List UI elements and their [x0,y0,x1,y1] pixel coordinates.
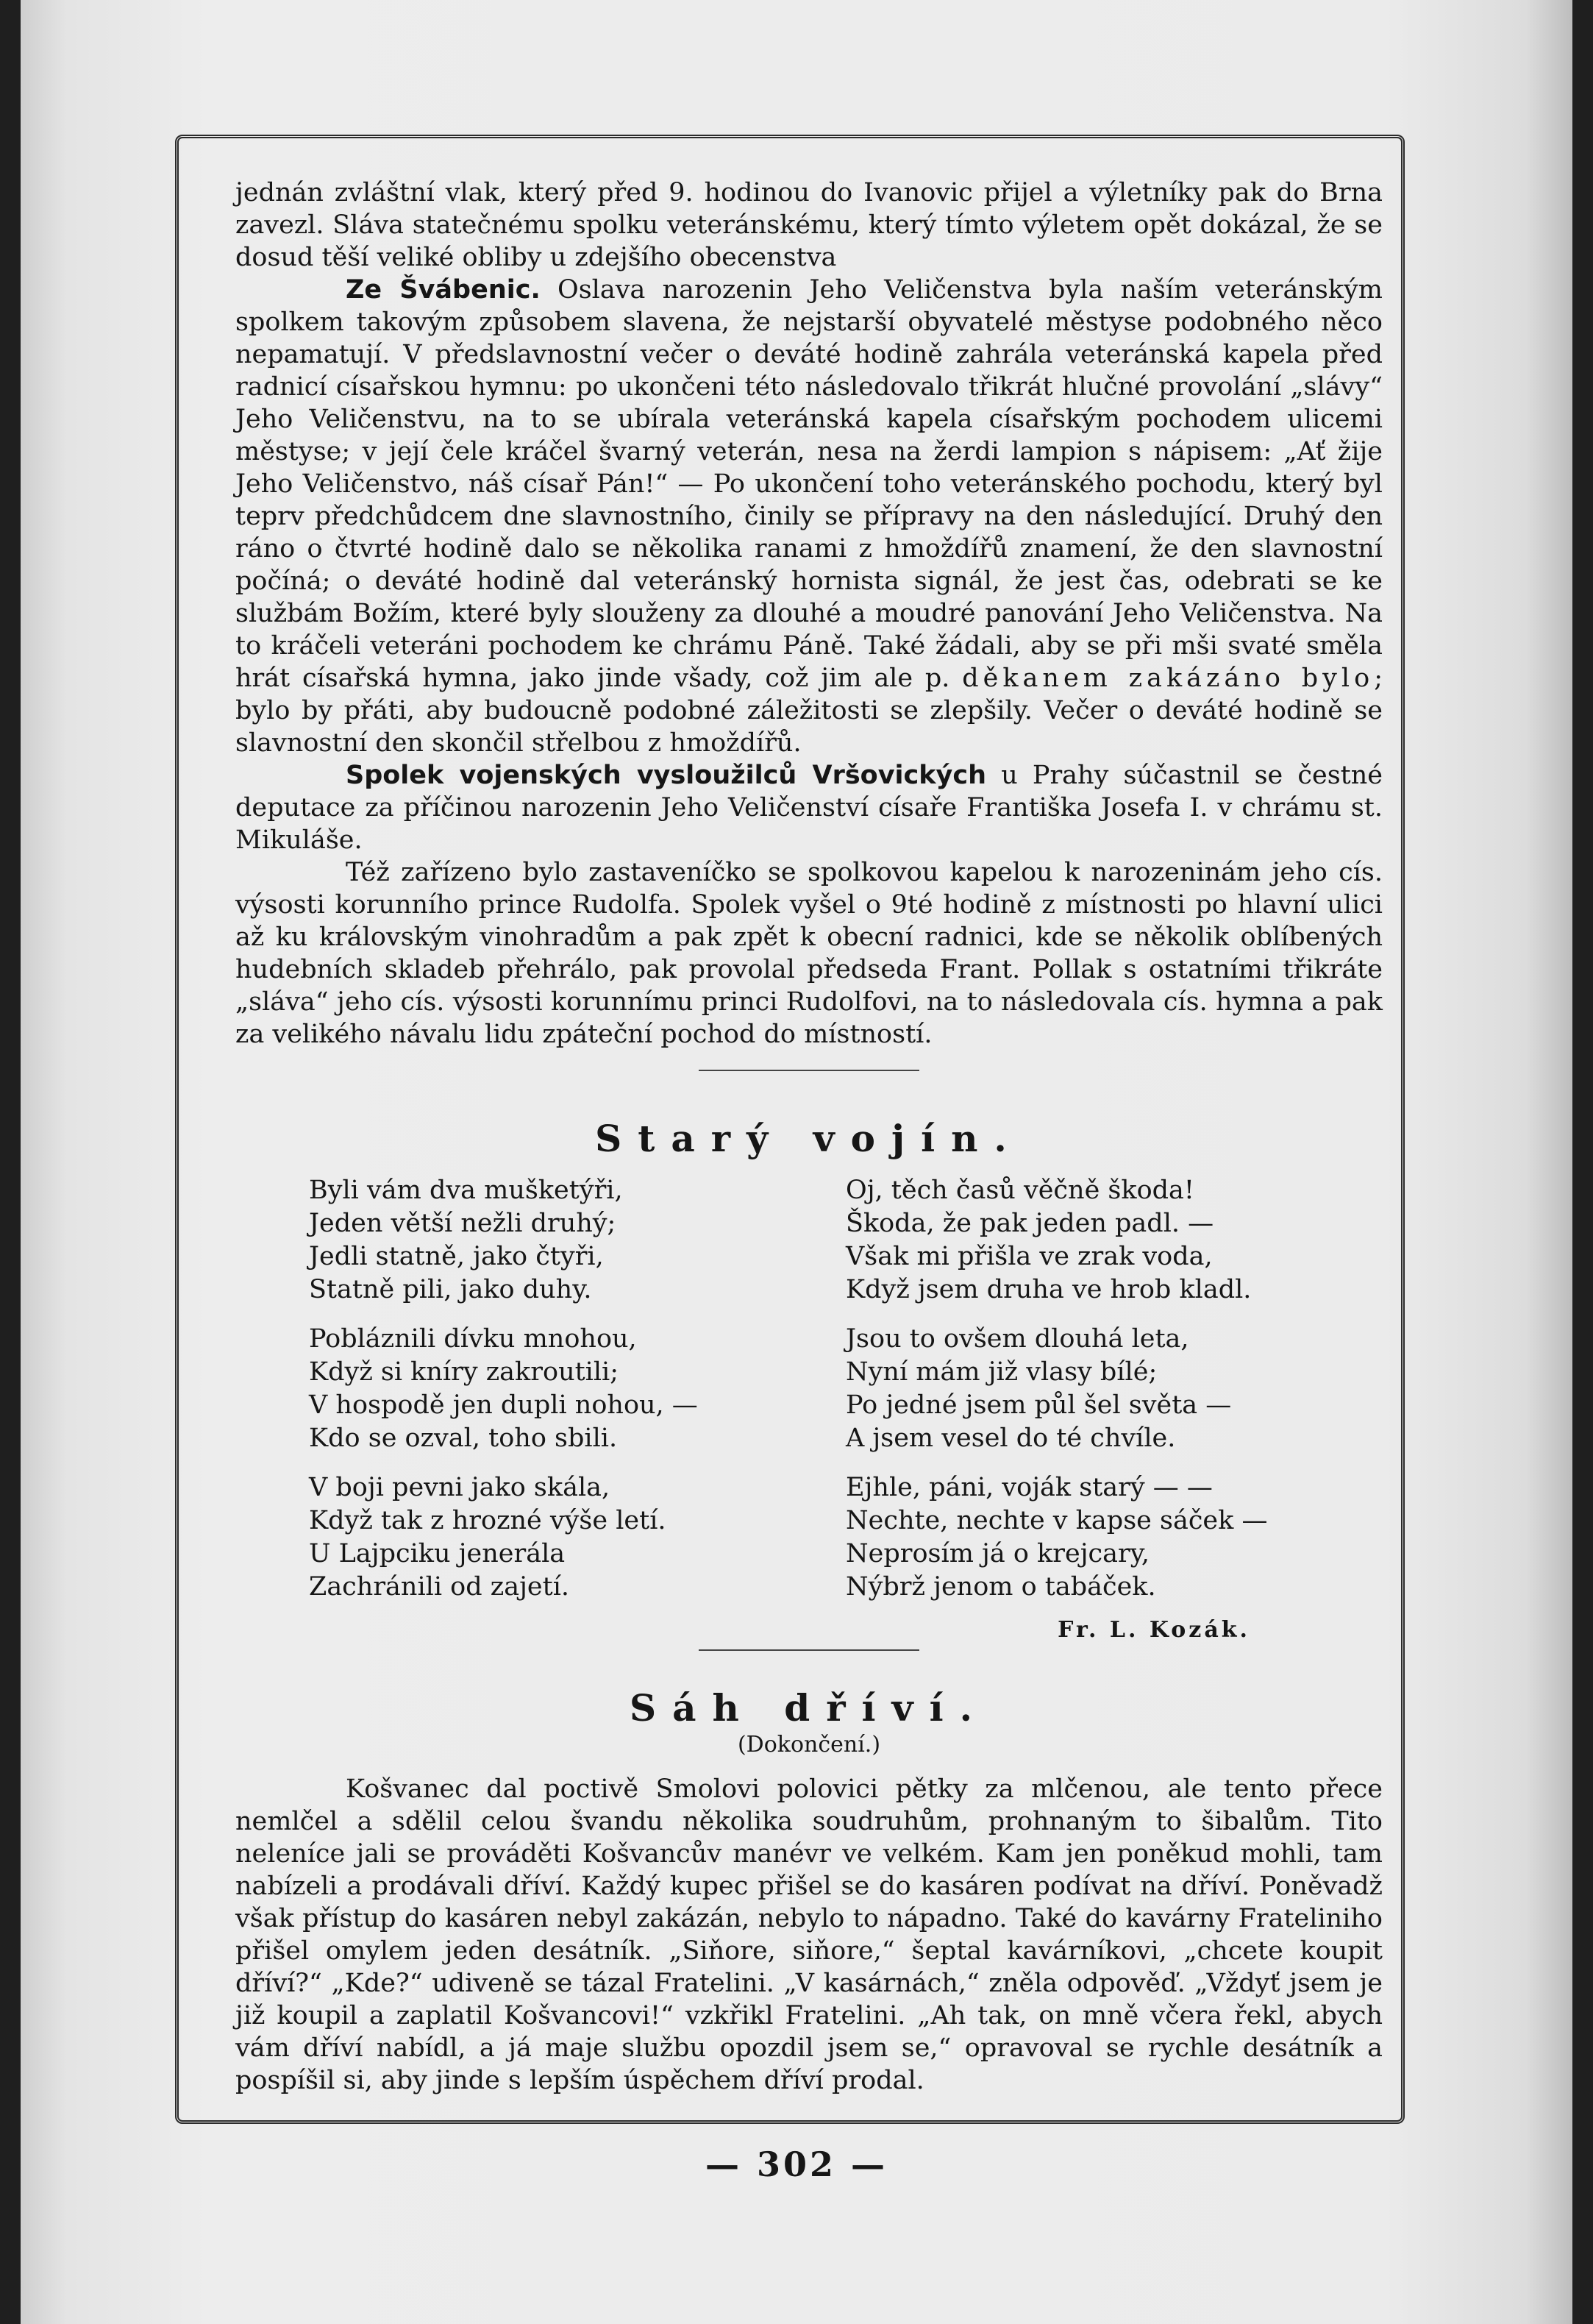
poem-stanza [309,1471,846,1604]
poem-left-column [309,1174,846,1620]
story-subtitle: (Dokončení.) [737,1732,881,1758]
poem-line: V hospodě jen dupli nohou, — [309,1390,698,1420]
svabenic-spaced: děkanem zakázáno bylo [962,664,1375,693]
poem [309,1174,1383,1620]
section-divider [699,1070,919,1071]
poem-line: Kdo se ozval, toho sbili. [309,1424,618,1453]
poem-line: Nýbrž jenom o tabáček. [846,1572,1156,1602]
poem-line: Jedli statně, jako čtyři, [309,1242,604,1271]
svabenic-text: Oslava narozenin Jeho Veličenstva byla naším veteránským spolkem takovým způsobem slavena, že nejstarší obyvatelé městyse podobného něco nepamatují. V předslavnostní večer o deváté hodině zahrála veteránská kapela před radnicí císařskou hymnu: po ukončeni této následovalo třikrát hlučné provolání „slávy“ Jeho Veličenstvu, na to se ubírala veteránská kapela císařským pochodem ulicemi městyse; v její čele kráčel švarný veterán, nesa na žerdi lampion s nápisem: „Ať žije Jeho Veličenstvo, náš císař Pán!“ — Po ukončení toho veteránského pochodu, který byl teprv předchůdcem dne slavnostního, činily se přípravy na den následující. Druhý den ráno o čtvrté hodině dalo se několika ranami z hmoždířů znamení, že den slavnostní počíná; o deváté hodině dal veteránský hornista signál, že jest čas, odebrati se ke službám Božím, které byly slouženy za dlouhé a moudré panování Jeho Veličenstva. Na to kráčeli veteráni pochodem ke chrámu Páně. Také žádali, aby se při mši svaté směla hrát císařská hymna, jako jinde všady, což jim ale p. [235,275,1383,693]
poem-line: Když tak z hrozné výše letí. [309,1506,666,1535]
poem-line: Oj, těch časů věčně škoda! [846,1176,1194,1205]
poem-line: Nyní mám již vlasy bílé; [846,1357,1158,1387]
poem-stanza [309,1323,846,1455]
poem-stanza [846,1471,1383,1604]
poem-line: Statně pili, jako duhy. [309,1275,592,1304]
poem-line: A jsem vesel do té chvíle. [846,1424,1176,1453]
poem-stanza [846,1174,1383,1307]
poem-right-column [846,1174,1383,1620]
svabenic-lead: Ze Švábenic. [346,275,541,305]
poem-line: Škoda, že pak jeden padl. — [846,1209,1214,1238]
section-divider [699,1649,919,1651]
story-paragraph: Košvanec dal poctivě Smolovi polovici pětky za mlčenou, ale tento přece nemlčel a sdělil celou švandu několika soudruhům, prohnaným to šibalům. Tito neleníce jali se prováděti Košvancův manévr ve velkém. Kam jen poněkud mohli, tam nabízeli a prodávali dříví. Každý kupec přišel se do kasáren podívat na dříví. Poněvadž však přístup do kasáren nebyl zakázán, nebylo to nápadno. Také do kavárny Frateliniho přišel omylem jeden desátník. „Siňore, siňore,“ šeptal kavárníkovi, „chcete koupit dříví?“ „Kde?“ udiveně se tázal Fratelini. „V kasárnách,“ zněla odpověď. „Vždyť jsem je již koupil a zaplatil Košvancovi!“ vzkřikl Fratelini. „Ah tak, on mně včera řekl, abych vám dříví nabídl, a já maje službu opozdil jsem se,“ opravoval se rychle desátník a pospíšil si, aby jinde s lepším úspěchem dříví prodal. [235,1774,1383,2095]
poem-line: Pobláznili dívku mnohou, [309,1324,637,1354]
continued-paragraph: jednán zvláštní vlak, který před 9. hodinou do Ivanovic přijel a výletníky pak do Brna zavezl. Sláva statečnému spolku veteránskému, který tímto výletem opět dokázal, že se dosud těší veliké obliby u zdejšího obecenstva [235,178,1383,272]
svabenic-tail: ; bylo by přáti, aby budoucně podobné záležitosti se zlepšily. Večer o deváté hodině se slavnostní den skončil střelbou z hmoždířů. [235,664,1383,758]
poem-line: Zachránili od zajetí. [309,1572,570,1602]
svabenic-paragraph [235,274,1383,759]
poem-title: Starý vojín. [595,1117,1023,1160]
poem-line: Jsou to ovšem dlouhá leta, [846,1324,1189,1354]
poem-line: Nechte, nechte v kapse sáček — [846,1506,1268,1535]
poem-line: Neprosím já o krejcary, [846,1539,1150,1568]
poem-line: V boji pevni jako skála, [309,1473,610,1502]
poem-author: Fr. L. Kozák. [1058,1617,1250,1643]
page-number: — 302 — [705,2144,888,2184]
poem-stanza [846,1323,1383,1455]
poem-line: Ejhle, páni, voják starý — — [846,1473,1213,1502]
spolek-paragraph [235,759,1383,856]
poem-line: Když si kníry zakroutili; [309,1357,619,1387]
tez-paragraph: Též zařízeno bylo zastaveníčko se spolkovou kapelou k narozeninám jeho cís. výsosti korunního prince Rudolfa. Spolek vyšel o 9té hodině z místnosti po hlavní ulici až ku královským vinohradům a pak zpět k obecní radnici, kde se několik oblíbených hudebních skladeb přehrálo, pak provolal předseda Frant. Pollak s ostatními třikráte „sláva“ jeho cís. výsosti korunnímu princi Rudolfovi, na to následovala cís. hymna a pak za velikého návalu lidu zpáteční pochod do místností. [235,858,1383,1049]
page-content [235,177,1383,2097]
poem-line: Však mi přišla ve zrak voda, [846,1242,1213,1271]
poem-line: Byli vám dva mušketýři, [309,1176,623,1205]
spolek-lead: Spolek vojenských vysloužilců Vršovických [346,761,987,790]
poem-line: Po jedné jsem půl šel světa — [846,1390,1232,1420]
story-title: Sáh dříví. [629,1686,989,1730]
spolek-text: u Prahy súčastnil se čestné deputace za příčinou narozenin Jeho Veličenství císaře Františka Josefa I. v chrámu st. Mikuláše. [235,761,1383,855]
poem-stanza [309,1174,846,1307]
poem-line: Když jsem druha ve hrob kladl. [846,1275,1252,1304]
poem-line: Jeden větší nežli druhý; [309,1209,616,1238]
poem-line: U Lajpciku jenerála [309,1539,566,1568]
